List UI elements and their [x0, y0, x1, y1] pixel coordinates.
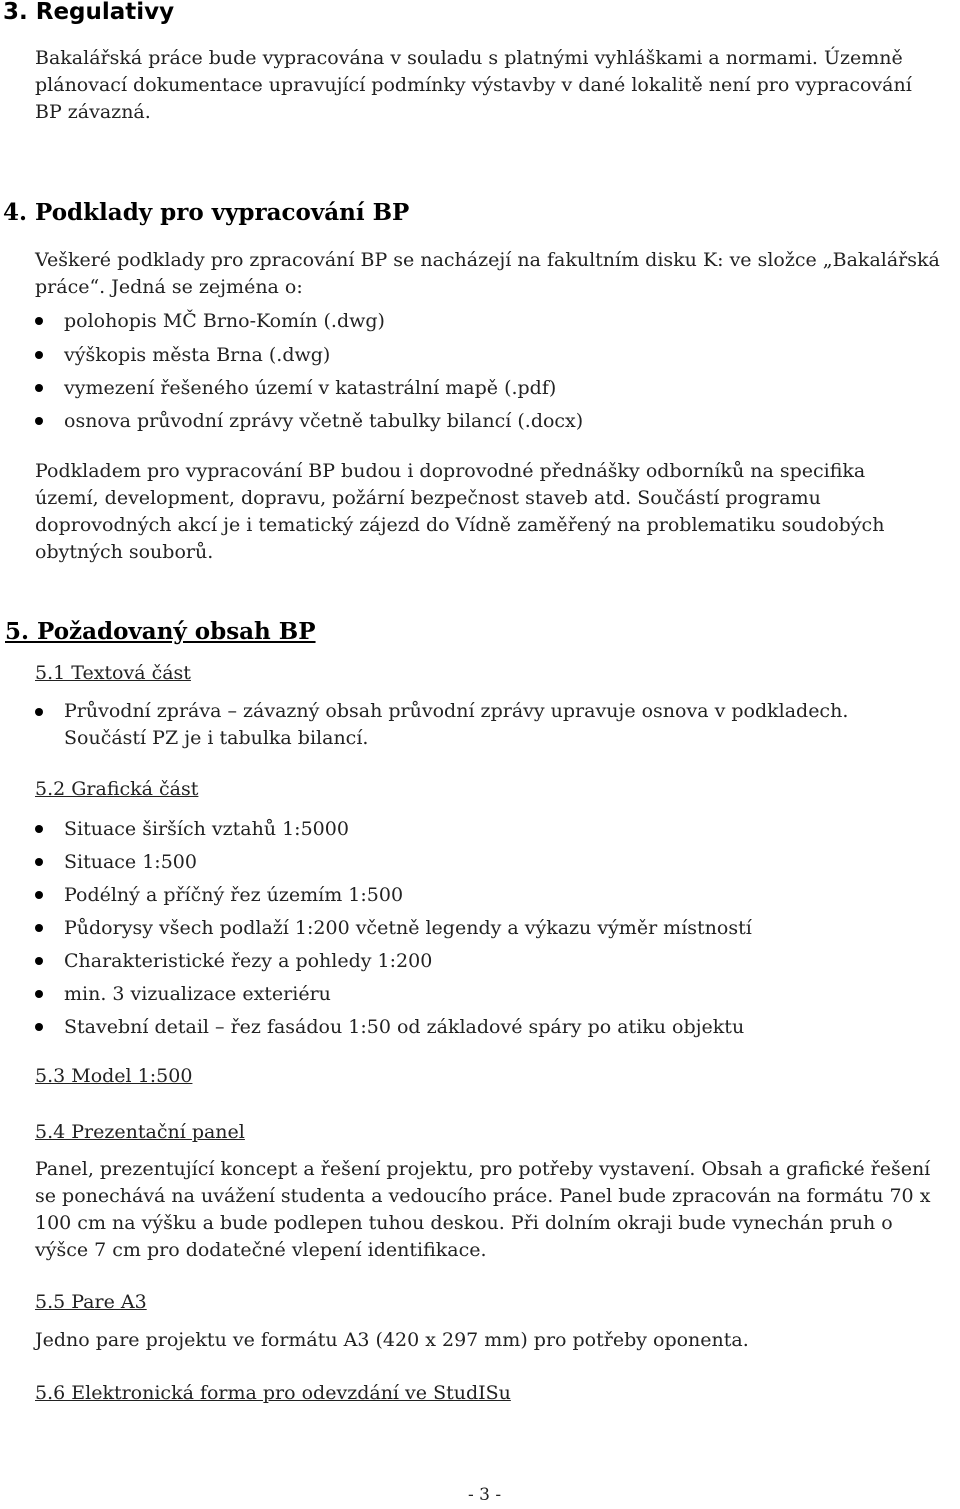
section-3-paragraph: [35, 45, 955, 126]
paragraph-line: Veškeré podklady pro zpracování BP se nacházejí na fakultním disku K: ve složce „Bakalářská: [35, 249, 940, 271]
list-item-text: Situace širších vztahů 1:5000: [64, 818, 349, 840]
bullet-icon: [35, 1023, 43, 1031]
textova-cast-list: [35, 698, 848, 752]
bullet-icon: [35, 417, 43, 425]
paragraph-line: práce“. Jedná se zejména o:: [35, 276, 303, 298]
paragraph-line: obytných souborů.: [35, 541, 214, 563]
paragraph-line: se ponechává na uvážení studenta a vedoucího práce. Panel bude zpracován na formátu 70 x: [35, 1185, 931, 1207]
list-item: [35, 341, 583, 374]
list-item: [35, 815, 752, 848]
list-item-text: Půdorysy všech podlaží 1:200 včetně legendy a výkazu výměr místností: [64, 917, 752, 939]
list-item-text: výškopis města Brna (.dwg): [64, 344, 331, 366]
subsection-5-5-text: Jedno pare projektu ve formátu A3 (420 x 297 mm) pro potřeby oponenta.: [35, 1329, 749, 1351]
section-4-intro: [35, 247, 955, 301]
subsection-5-3-heading: 5.3 Model 1:500: [35, 1065, 193, 1087]
list-item: [35, 881, 752, 914]
graficka-cast-list: [35, 815, 752, 1046]
subsection-5-1-heading: 5.1 Textová část: [35, 662, 191, 684]
section-3-heading: 3. Regulativy: [3, 0, 175, 25]
list-item-line: Průvodní zpráva – závazný obsah průvodní zprávy upravuje osnova v podkladech.: [64, 700, 849, 722]
list-item: [35, 698, 848, 752]
list-item: [35, 1013, 752, 1046]
list-item: [35, 947, 752, 980]
list-item: [35, 914, 752, 947]
list-item-text: vymezení řešeného území v katastrální mapě (.pdf): [64, 377, 557, 399]
bullet-icon: [35, 825, 43, 833]
subsection-5-5-heading: 5.5 Pare A3: [35, 1291, 147, 1313]
subsection-5-2-heading: 5.2 Grafická část: [35, 778, 199, 800]
section-5-heading: 5. Požadovaný obsah BP: [5, 618, 316, 645]
section-4-paragraph: [35, 458, 955, 566]
paragraph-line: doprovodných akcí je i tematický zájezd do Vídně zaměřený na problematiku soudobých: [35, 514, 885, 536]
podklady-list: [35, 307, 583, 440]
bullet-icon: [35, 891, 43, 899]
list-item: [35, 407, 583, 440]
paragraph-line: výšce 7 cm pro dodatečné vlepení identifikace.: [35, 1239, 487, 1261]
list-item: [35, 374, 583, 407]
list-item: [35, 980, 752, 1013]
subsection-5-4-heading: 5.4 Prezentační panel: [35, 1121, 245, 1143]
list-item-text: osnova průvodní zprávy včetně tabulky bilancí (.docx): [64, 410, 584, 432]
paragraph-line: Podkladem pro vypracování BP budou i doprovodné přednášky odborníků na specifika: [35, 460, 866, 482]
list-item: [35, 848, 752, 881]
list-item-text: polohopis MČ Brno-Komín (.dwg): [64, 310, 385, 332]
list-item-text: Stavební detail – řez fasádou 1:50 od základové spáry po atiku objektu: [64, 1016, 745, 1038]
list-item-text: Podélný a příčný řez územím 1:500: [64, 884, 404, 906]
bullet-icon: [35, 351, 43, 359]
paragraph-line: území, development, dopravu, požární bezpečnost staveb atd. Součástí programu: [35, 487, 821, 509]
bullet-icon: [35, 990, 43, 998]
bullet-icon: [35, 957, 43, 965]
bullet-icon: [35, 924, 43, 932]
list-item-text: Situace 1:500: [64, 851, 197, 873]
list-item-line: Součástí PZ je i tabulka bilancí.: [64, 727, 369, 749]
bullet-icon: [35, 708, 43, 716]
paragraph-line: Panel, prezentující koncept a řešení projektu, pro potřeby vystavení. Obsah a grafické řešení: [35, 1158, 931, 1180]
list-item-text: min. 3 vizualizace exteriéru: [64, 983, 331, 1005]
paragraph-line: Bakalářská práce bude vypracována v souladu s platnými vyhláškami a normami. Územně: [35, 47, 903, 69]
bullet-icon: [35, 317, 43, 325]
list-item-text: Charakteristické řezy a pohledy 1:200: [64, 950, 433, 972]
bullet-icon: [35, 858, 43, 866]
subsection-5-6-heading: 5.6 Elektronická forma pro odevzdání ve StudISu: [35, 1382, 511, 1404]
paragraph-line: plánovací dokumentace upravující podmínky výstavby v dané lokalitě není pro vypracování: [35, 74, 912, 96]
bullet-icon: [35, 384, 43, 392]
section-4-heading: 4. Podklady pro vypracování BP: [3, 199, 410, 226]
page-number: - 3 -: [468, 1485, 502, 1505]
paragraph-line: BP závazná.: [35, 101, 151, 123]
list-item: [35, 307, 583, 341]
subsection-5-4-paragraph: [35, 1156, 955, 1264]
paragraph-line: 100 cm na výšku a bude podlepen tuhou deskou. Při dolním okraji bude vynechán pruh o: [35, 1212, 893, 1234]
